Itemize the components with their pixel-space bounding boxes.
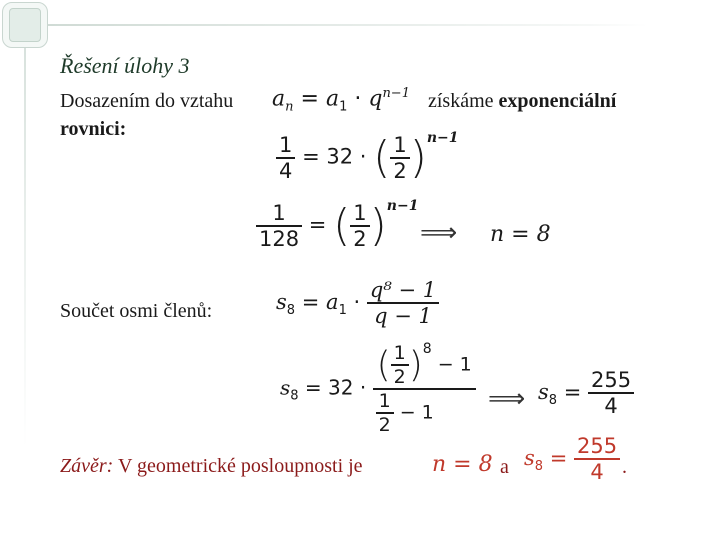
conclusion-sum: $s_8$ = $\frac{255}{4}$ [524,434,620,484]
sum-label: Součet osmi členů: [60,300,213,322]
page-title: Řešení úlohy 3 [60,53,190,78]
sum-result: $s_8$ = $\frac{255}{4}$ [538,368,634,418]
intro-text-2: získáme exponenciální [428,90,617,112]
equation-1: $\frac{1}{4}$ = 32 · ( $\frac{1}{2}$ )$^{n-1}$ [276,132,459,183]
logo-emblem-icon [9,8,41,42]
conclusion [60,455,363,478]
conclusion-n: n = 8 [432,452,493,477]
sum-formula: $s_8 = a_1$ · $\frac{\text{q⁸ − 1}}{q - 1}$ [276,278,439,328]
conclusion-label: Závěr: [60,455,114,477]
school-logo [2,2,48,48]
result-n: n = 8 [490,222,551,247]
left-divider [24,48,26,448]
implies-arrow-icon-2: ⟹ [488,384,526,414]
conclusion-text: V geometrické posloupnosti je [117,455,363,477]
equation-2: $\frac{1}{128}$ = ( $\frac{1}{2}$ )$^{n-1}$ [256,200,418,251]
intro-text-3: rovnici: [60,118,127,140]
intro-text-1: Dosazením do vztahu [60,90,234,112]
implies-arrow-icon: ⟹ [420,218,458,248]
sum-calculation: $s_8 = 32$ · ( $\frac{1}{2}$ )$^8$ − 1 $\frac{1}{2}$ − 1 [280,342,476,436]
conclusion-period: . [622,456,627,478]
conclusion-and: a [500,456,509,478]
formula-geometric-term: $a_n = a_1 \cdot q^{n-1}$ [272,86,410,115]
top-divider [48,24,648,26]
